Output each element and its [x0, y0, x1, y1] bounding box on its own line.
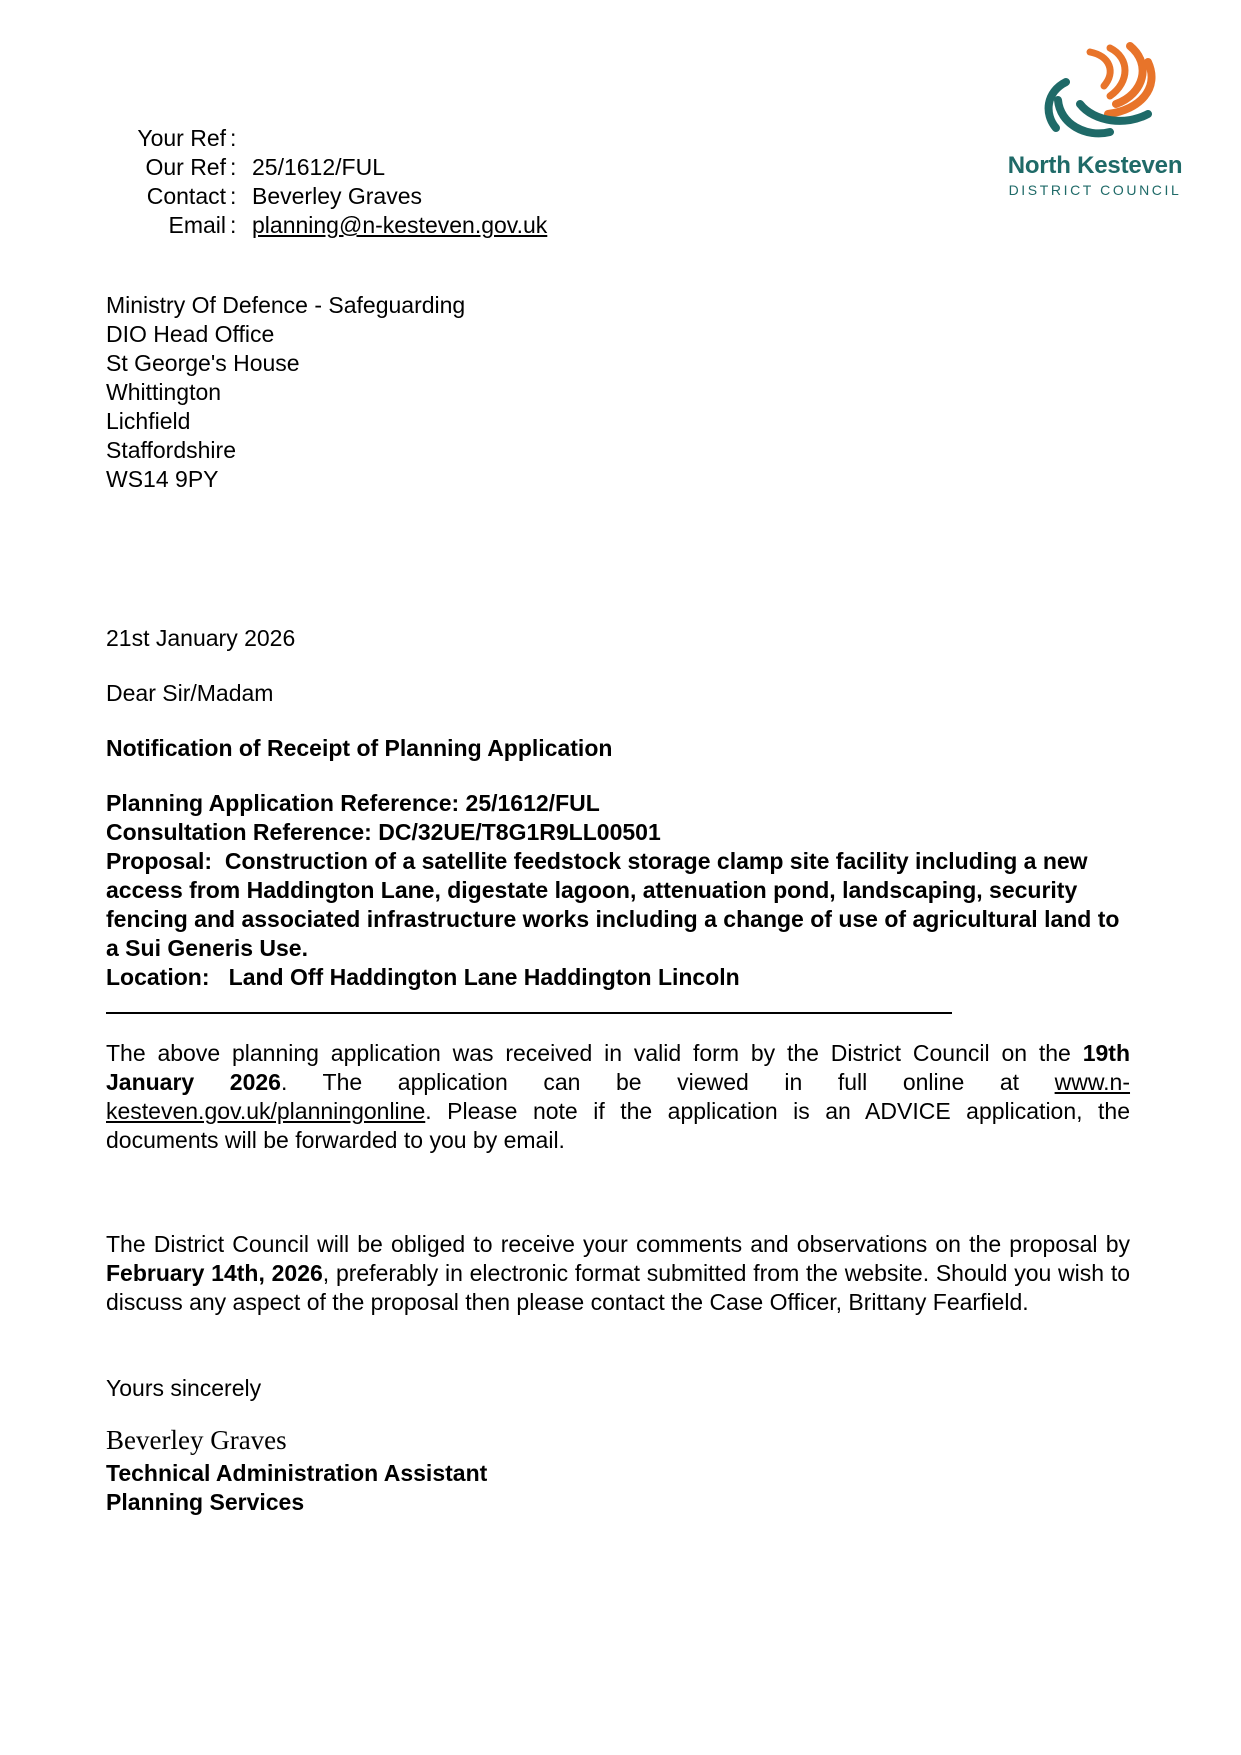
address-line: Staffordshire	[106, 437, 236, 463]
email-link[interactable]: planning@n-kesteven.gov.uk	[252, 212, 548, 238]
address-line: St George's House	[106, 350, 300, 376]
receipt-paragraph: The above planning application was received in valid form by the District Council on the 19th January 2026. The application can be viewed in full online at www.n-kesteven.gov.uk/planningonline. Please note if the application is an ADVICE application, the documents will be forwarded to you by email.	[106, 1040, 1131, 1153]
swirl-logo-icon	[1030, 42, 1160, 147]
received-date: 19th January 2026	[106, 1040, 1130, 1095]
ref-label: Email	[168, 212, 226, 238]
proposal-line: Proposal: Construction of a satellite feedstock storage clamp site facility including a new access from Haddington Lane, digestate lagoon, attenuation pond, landscaping, security fencing and associated infrastructure works including a change of use of agricultural land to a Sui Generis Use.	[106, 848, 1120, 961]
reference-block	[110, 124, 547, 240]
closing: Yours sincerely	[106, 1375, 262, 1401]
address-line: WS14 9PY	[106, 466, 219, 492]
application-details	[106, 789, 1130, 992]
location-line: Location: Land Off Haddington Lane Haddington Lincoln	[106, 964, 740, 990]
salutation: Dear Sir/Madam	[106, 680, 274, 706]
logo-subtitle: DISTRICT COUNCIL	[1008, 182, 1182, 198]
signatory-title: Technical Administration Assistant	[106, 1460, 488, 1486]
signature: Beverley Graves	[106, 1425, 287, 1455]
address-line: Ministry Of Defence - Safeguarding	[106, 292, 466, 318]
signatory-department: Planning Services	[106, 1489, 305, 1515]
email-row: Email : planning@n-kesteven.gov.uk	[110, 211, 547, 240]
logo-name: North Kesteven	[1007, 152, 1183, 179]
address-line: Lichfield	[106, 408, 191, 434]
letter-date: 21st January 2026	[106, 625, 296, 651]
recipient-address	[106, 291, 465, 494]
council-logo	[1000, 42, 1190, 202]
planning-ref: 25/1612/FUL	[465, 790, 600, 816]
planning-ref-line: Planning Application Reference: 25/1612/FUL	[106, 790, 600, 816]
address-line: DIO Head Office	[106, 321, 275, 347]
proposal-text: Construction of a satellite feedstock storage clamp site facility including a new access from Haddington Lane, digestate lagoon, attenuation pond, landscaping, security fencing and associated infrastructure works including a change of use of agricultural land to a Sui Generis Use.	[106, 848, 1120, 961]
comments-paragraph: The District Council will be obliged to receive your comments and observations on the proposal by February 14th, 2026, preferably in electronic format submitted from the website. Should you wish to discuss any aspect of the proposal then please contact the Case Officer, Brittany Fearfield.	[106, 1231, 1130, 1315]
ref-label: Your Ref	[137, 125, 226, 151]
our-ref-row: Our Ref : 25/1612/FUL	[110, 153, 547, 182]
ref-value	[248, 124, 252, 153]
consultation-ref: DC/32UE/T8G1R9LL00501	[378, 819, 661, 845]
ref-label: Contact	[146, 183, 226, 209]
planning-online-link[interactable]: www.n-kesteven.gov.uk/planningonline	[106, 1069, 1131, 1124]
location-text: Land Off Haddington Lane Haddington Lincoln	[228, 964, 740, 990]
ref-value: Beverley Graves	[252, 183, 423, 209]
consultation-ref-line: Consultation Reference: DC/32UE/T8G1R9LL00501	[106, 819, 661, 845]
ref-label: Our Ref	[145, 154, 226, 180]
address-line: Whittington	[106, 379, 222, 405]
letter-subject: Notification of Receipt of Planning Application	[106, 735, 613, 761]
divider	[106, 1012, 952, 1014]
contact-row: Contact : Beverley Graves	[110, 182, 547, 211]
deadline-date: February 14th, 2026	[106, 1260, 323, 1286]
your-ref-row: Your Ref :	[110, 124, 547, 153]
ref-value: 25/1612/FUL	[252, 154, 385, 180]
